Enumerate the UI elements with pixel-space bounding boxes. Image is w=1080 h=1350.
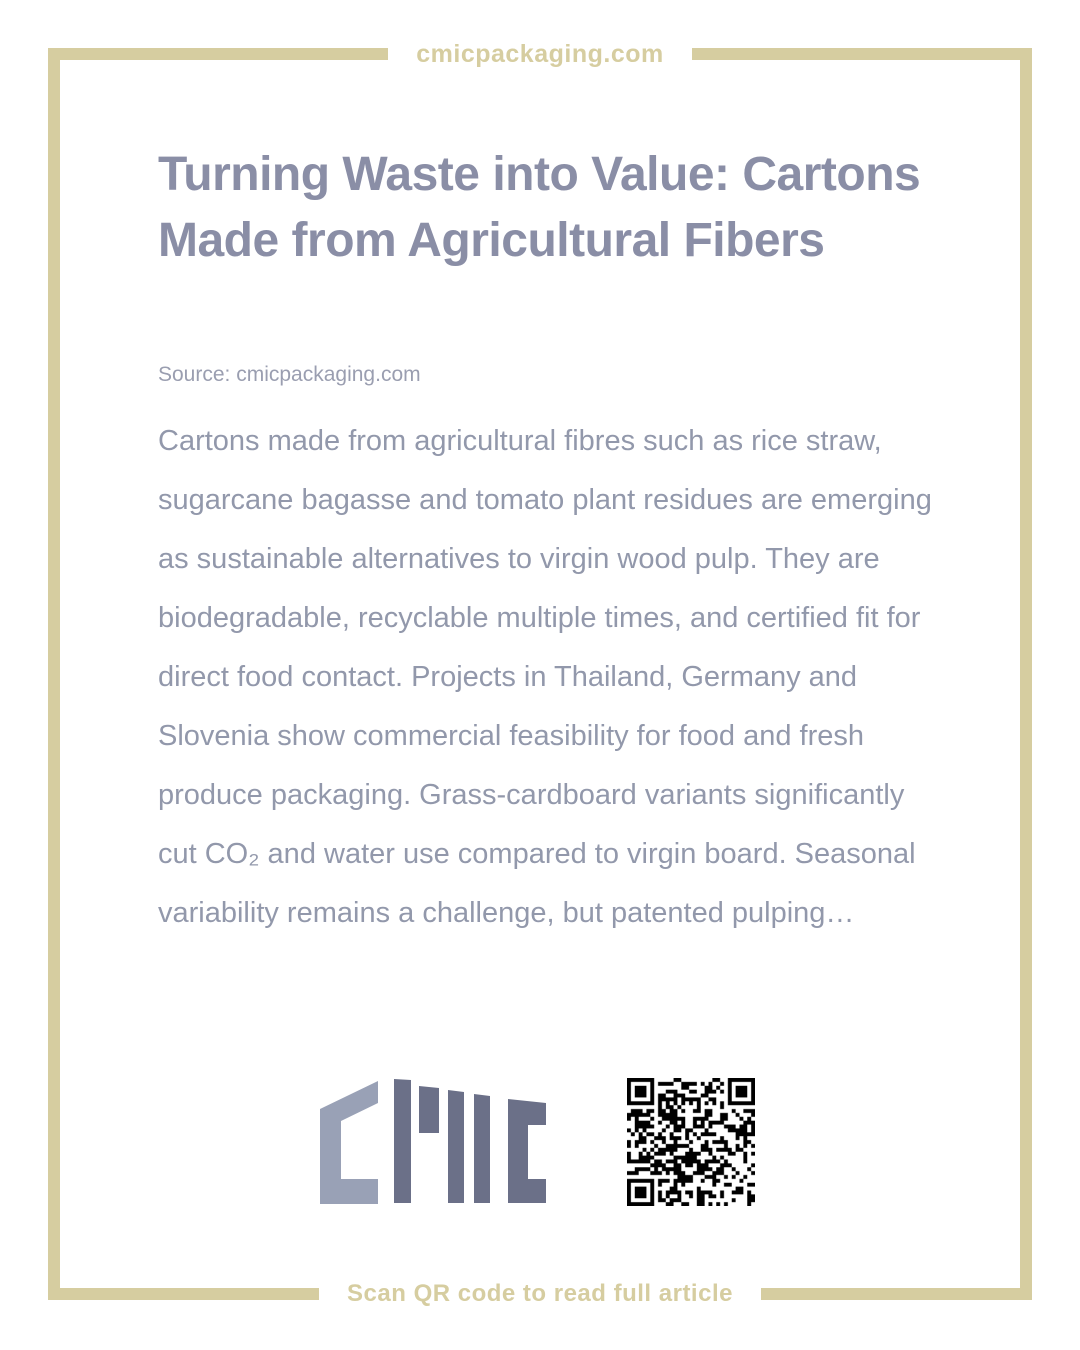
article-title: Turning Waste into Value: Cartons Made from Agricultural Fibers	[158, 148, 921, 267]
cmic-logo-icon	[320, 1079, 546, 1205]
footer-label-text: Scan QR code to read full article	[319, 1276, 761, 1312]
site-label-header	[0, 36, 1080, 72]
site-label-text: cmicpackaging.com	[388, 36, 691, 72]
article-source: Source: cmicpackaging.com	[158, 363, 421, 386]
article-body: Cartons made from agricultural fibres such as rice straw, sugarcane bagasse and tomato plant residues are emerging as sustainable alternatives to virgin wood pulp. They are biodegradable, recyclable multiple times, and certified fit for direct food contact. Projects in Thailand, Germany and Slovenia show commercial feasibility for food and fresh produce packaging. Grass-cardboard variants significantly cut CO₂ and water use compared to virgin board. Seasonal variability remains a challenge, but patented pulping…	[158, 425, 932, 929]
qr-code-icon	[627, 1078, 755, 1206]
footer-label	[0, 1276, 1080, 1312]
